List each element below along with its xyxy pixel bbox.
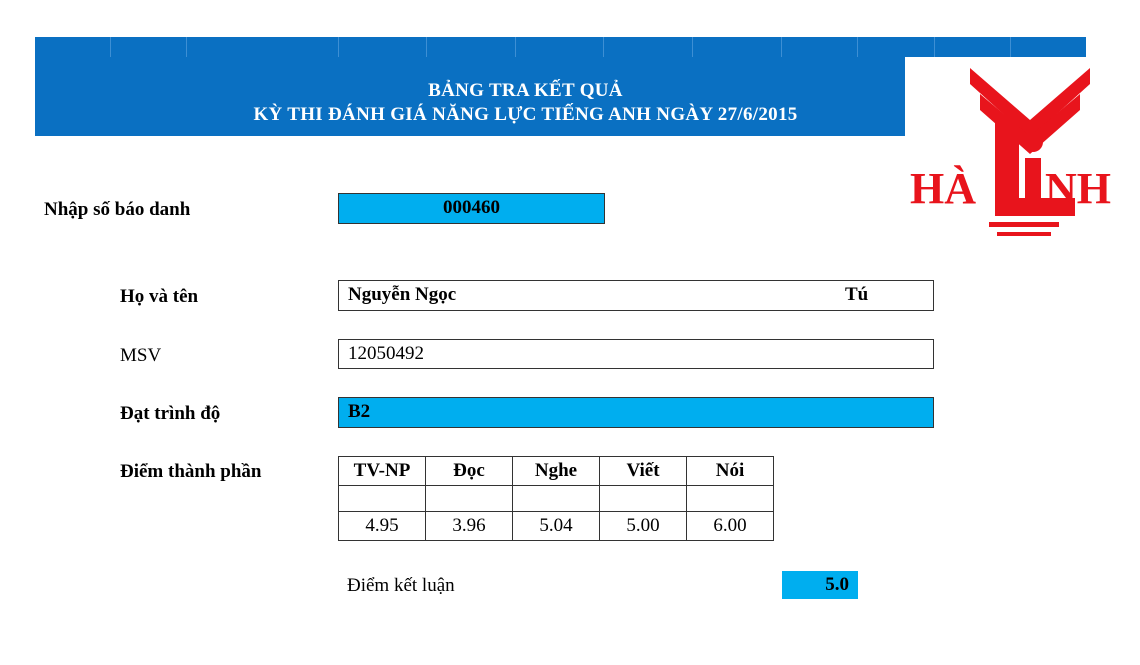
student-id-label: MSV bbox=[120, 345, 162, 366]
logo-underline bbox=[989, 222, 1059, 227]
gridline bbox=[186, 37, 187, 57]
gridline bbox=[934, 37, 935, 57]
scores-label: Điểm thành phần bbox=[120, 461, 262, 482]
empty-cell bbox=[339, 486, 426, 512]
scores-value-row bbox=[339, 512, 774, 541]
score-tvnp: 4.95 bbox=[339, 512, 426, 541]
col-noi: Nói bbox=[687, 457, 774, 486]
empty-cell bbox=[600, 486, 687, 512]
score-noi: 6.00 bbox=[687, 512, 774, 541]
scores-empty-row bbox=[339, 486, 774, 512]
score-doc: 3.96 bbox=[426, 512, 513, 541]
empty-cell bbox=[426, 486, 513, 512]
conclusion-label: Điểm kết luận bbox=[347, 575, 455, 596]
gridline bbox=[426, 37, 427, 57]
score-nghe: 5.04 bbox=[513, 512, 600, 541]
conclusion-value: 5.0 bbox=[782, 571, 858, 599]
logo-i-stem bbox=[1025, 158, 1041, 198]
gridline bbox=[603, 37, 604, 57]
level-label: Đạt trình độ bbox=[120, 403, 221, 424]
gridline bbox=[692, 37, 693, 57]
gridline bbox=[781, 37, 782, 57]
col-viet: Viết bbox=[600, 457, 687, 486]
lookup-label: Nhập số báo danh bbox=[44, 199, 191, 220]
logo-underline-2 bbox=[997, 232, 1051, 236]
title-line-1: BẢNG TRA KẾT QUẢ bbox=[428, 80, 623, 101]
name-last: Tú bbox=[845, 284, 869, 305]
col-nghe: Nghe bbox=[513, 457, 600, 486]
logo-text-nh: NH bbox=[1045, 164, 1111, 213]
logo-text-ha: HÀ bbox=[910, 164, 976, 213]
scores-table bbox=[338, 456, 774, 541]
ha-linh-logo bbox=[905, 58, 1140, 243]
col-tvnp: TV-NP bbox=[339, 457, 426, 486]
score-viet: 5.00 bbox=[600, 512, 687, 541]
logo-dot bbox=[1023, 132, 1043, 152]
title-line-2: KỲ THI ĐÁNH GIÁ NĂNG LỰC TIẾNG ANH NGÀY 27/6/2015 bbox=[253, 104, 798, 125]
name-field bbox=[338, 280, 934, 311]
name-first: Nguyễn Ngọc bbox=[348, 284, 457, 305]
empty-cell bbox=[513, 486, 600, 512]
gridline bbox=[110, 37, 111, 57]
gridline bbox=[1010, 37, 1011, 57]
level-field: B2 bbox=[338, 397, 934, 428]
name-label: Họ và tên bbox=[120, 286, 199, 307]
gridline bbox=[515, 37, 516, 57]
gridline bbox=[338, 37, 339, 57]
scores-header-row bbox=[339, 457, 774, 486]
student-id-field: 12050492 bbox=[338, 339, 934, 369]
candidate-number-input[interactable]: 000460 bbox=[338, 193, 605, 224]
col-doc: Đọc bbox=[426, 457, 513, 486]
gridline bbox=[857, 37, 858, 57]
empty-cell bbox=[687, 486, 774, 512]
